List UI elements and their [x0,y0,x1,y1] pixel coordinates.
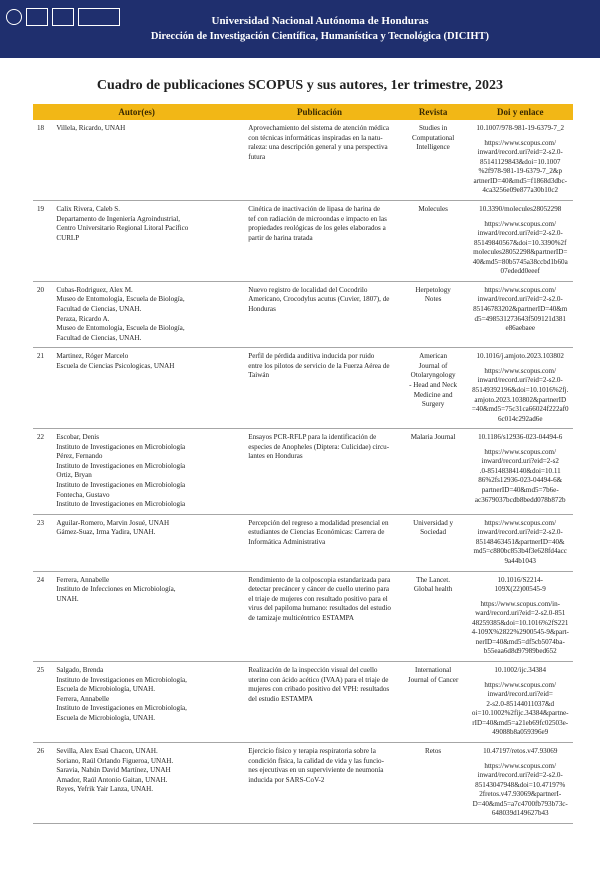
row-number: 18 [33,120,53,200]
authors-cell [53,429,240,515]
journal-line: Journal of [418,361,448,370]
scopus-link-line[interactable]: md5=c880bc853b4f3e628fd4acc [473,547,567,556]
scopus-link-line[interactable]: 48259385&doi=10.1016%2fS221 [472,618,569,627]
scopus-link-line[interactable]: inward/record.uri?eid=2-s2.0- [477,771,563,780]
scopus-link-line[interactable]: 85143047948&doi=10.47197% [475,780,566,789]
publication-line: estudiantes de Ciencias Económicas: Carrera de [248,528,385,537]
scopus-link-line[interactable]: .0-85148384140&doi=10.11 [479,466,561,475]
author-line: Facultad de Ciencias, UNAH. [56,305,142,313]
publication-line: condición física, la calidad de vida y las funcio- [248,756,384,765]
publication-line: Informática Administrativa [248,537,326,546]
authors-cell [53,348,240,429]
scopus-link-line[interactable]: 2-s2.0-85144011037&d [486,699,555,708]
doi-text[interactable]: 10.1007/978-981-19-6379-7_2 [476,124,565,132]
row-number: 22 [33,429,53,515]
journal-line: American [419,352,448,361]
doi-link-cell [467,514,573,571]
journal-line: Computational [412,133,455,142]
author-line: Facultad de Ciencias, UNAH. [56,333,142,342]
doi-link-cell [467,281,573,347]
journal-line: Medicine and [413,390,453,399]
publication-line: partir de harina tratada [248,233,313,242]
column-header-doi: Doi y enlace [467,104,573,120]
publication-cell [240,514,398,571]
author-line: Centro Universitario Regional Litoral Pacífico [56,224,189,233]
scopus-link-line[interactable]: https://www.scopus.com/ [484,518,557,527]
scopus-link-line[interactable]: https://www.scopus.com/ [484,761,557,770]
scopus-link-line[interactable]: inward/record.uri?eid=2-s2.0- [477,148,563,157]
publication-line: Percepción del regreso a modalidad presencial en [248,518,389,527]
authors-cell [53,662,240,743]
author-line: Amador, Raúl Antonio Gaitan, UNAH. [56,775,168,784]
publication-cell [240,120,398,200]
publication-line: del estudio ESTAMPA [248,694,313,703]
author-line: Villela, Ricardo, UNAH [56,124,126,132]
author-line: UNAH. [56,594,79,603]
authors-cell [53,120,240,200]
publication-line: mujeres con cribado positivo del VPH: resultados [248,685,390,694]
authors-cell [53,281,240,347]
table-row [33,200,573,281]
row-number: 25 [33,662,53,743]
publication-line: inducida por SARS-CoV-2 [248,775,325,784]
publication-line: Perfil de pérdida auditiva inducida por ruido [248,352,375,361]
author-line: Museo de Entomología, Escuela de Biología, [56,295,185,304]
document-title: Cuadro de publicaciones SCOPUS y sus autores, 1er trimestre, 2023 [96,78,504,93]
publication-cell [240,571,398,662]
author-line: Museo de Entomología, Escuela de Biología, [56,324,185,333]
row-number: 19 [33,200,53,281]
scopus-link-line[interactable]: nerID=40&md5=df5cb5074ba- [475,637,565,646]
journal-line: International [414,666,452,674]
scopus-link-line[interactable]: https://www.scopus.com/in- [480,599,560,608]
author-line: CURLP [56,233,80,242]
row-number: 20 [33,281,53,347]
journal-cell [399,571,468,662]
author-line: Saravia, Nahún David Martínez, UNAH [56,766,171,775]
scopus-link-line[interactable]: 6c014c292ad6e [497,414,543,423]
doi-text[interactable]: 10.47197/retos.v47.93069 [483,746,558,755]
scopus-link-line[interactable]: https://www.scopus.com/ [484,138,557,147]
doi-link-cell [467,742,573,823]
journal-line: Notes [424,295,442,304]
author-line: Instituto de Investigaciones en Microbiología [56,442,186,451]
author-line: Escuela de Microbiología, UNAH. [56,685,156,694]
scopus-link-line[interactable]: https://www.scopus.com/ [484,680,557,689]
doi-text[interactable]: 10.1016/S2214- 109X(22)00545-9 [494,575,546,594]
publication-line: Taiwán [248,371,270,380]
publication-line: Rendimiento de la colposcopia estandarizada para [248,575,391,584]
author-line: Pérez, Fernando [56,452,103,461]
author-line: Peraza, Ricardo A. [56,314,110,323]
scopus-link-line[interactable]: https://www.scopus.com/ [484,285,557,294]
scopus-link-line[interactable]: 85146783202&partnerID=40&m [473,305,568,313]
author-line: Reyes, Yefrik Yair Lanza, UNAH. [56,785,154,794]
row-number: 21 [33,348,53,429]
scopus-link-line[interactable]: 85141129843&doi=10.1007 [480,157,561,166]
scopus-link-line[interactable]: artnerID=40&md5=f1868d3dbc- [473,176,567,185]
doi-link-cell [467,200,573,281]
doi-text[interactable]: 10.3390/molecules28052298 [479,204,562,213]
scopus-link-line[interactable]: 4ca3256e09e877a30b10c2 [482,186,559,195]
author-line: Ortiz, Bryan [56,471,92,480]
scopus-link-line[interactable]: 9a44b1043 [504,556,536,565]
scopus-link-line[interactable]: e86aebaee [505,324,535,333]
journal-line: Malaria Journal [410,433,456,442]
journal-line: The Lancet. [416,575,451,584]
journal-line: Retos [425,746,442,755]
journal-line: Otolaryngology [410,371,456,380]
author-line: Cubas-Rodriguez, Alex M. [56,285,133,294]
publication-line: Nuevo registro de localidad del Cocodrilo [248,285,368,294]
publication-line: Americano, Crocodylus acutus (Cuvier, 1807), de [248,295,390,304]
author-line: Instituto de Investigaciones en Microbiología, [56,675,187,684]
scopus-link-line[interactable]: =40&md5=75c31ca66024f222af0 [471,405,569,414]
journal-line: Intelligence [416,143,450,152]
column-header-publication: Publicación [240,104,398,120]
scopus-link-line[interactable]: partnerID=40&md5=7b6e- [481,486,559,494]
publication-line: con técnicas informáticas inspiradas en la natu- [248,133,383,142]
column-header-authors: Autor(es) [33,104,240,120]
journal-line: Journal of Cancer [407,675,459,684]
journal-cell [399,514,468,571]
author-line: Sevilla, Alex Esaú Chacon, UNAH. [56,746,158,755]
scopus-link-line[interactable]: 2fretos.v47.93069&partnerI- [479,790,562,799]
scopus-link-line[interactable]: 85149840567&doi=10.3390%2f [473,238,567,247]
author-line: Ferrera, Annabelle [56,694,110,703]
publication-cell [240,348,398,429]
scopus-link-line[interactable]: inward/record.uri?eid=2-s2 [481,457,559,466]
publications-table [33,104,573,824]
publication-line: raleza: una descripción general y una perspectiva [248,143,388,152]
publication-line: Realización de la inspección visual del cuello [248,666,378,674]
scopus-link-line[interactable]: inward/record.uri?eid=2-s2.0- [477,229,563,238]
author-line: Instituto de Investigaciones en Microbiologia [56,500,186,509]
table-row [33,429,573,515]
author-line: Aguilar-Romero, Marvin Josué, UNAH [56,518,170,527]
scopus-link-line[interactable]: 85148463451&partnerID=40& [475,537,565,546]
publication-line: nes ejecutivas en un superviviente de neumonía [248,766,384,775]
publication-cell [240,662,398,743]
journal-line: Studies in [419,124,448,132]
author-line: Departamento de Ingeniería Agroindustrial, [56,214,181,223]
authors-cell [53,742,240,823]
row-number: 24 [33,571,53,662]
journal-cell [399,120,468,200]
journal-cell [399,742,468,823]
publication-line: Ensayos PCR-RFLP para la identificación de [248,433,377,442]
journal-line: Global health [413,585,453,594]
authors-cell [53,514,240,571]
author-line: Instituto de Investigaciones en Microbiología [56,461,186,470]
journal-line: Molecules [418,204,448,213]
table-header-row [33,104,573,120]
author-line: Martinez, Róger Marcelo [56,352,129,361]
author-line: Calix Rivera, Caleb S. [56,204,120,213]
author-line: Escuela de Microbiología, UNAH. [56,713,156,722]
row-number: 23 [33,514,53,571]
table-row [33,281,573,347]
table-row [33,662,573,743]
scopus-link-line[interactable]: https://www.scopus.com/ [484,447,557,456]
journal-cell [399,429,468,515]
journal-line: Universidad y [413,518,454,527]
author-line: Salgado, Brenda [56,666,104,674]
publication-cell [240,281,398,347]
journal-cell [399,348,468,429]
scopus-link-line[interactable]: ward/record.uri?eid=2-s2.0-851 [475,609,566,618]
publication-line: Cinética de inactivación de lipasa de harina de [248,204,381,213]
publication-line: futura [248,152,266,161]
scopus-link-line[interactable]: 49088b8a059396e9 [492,728,549,737]
scopus-link-line[interactable]: d5=498531273643f509121d381 [474,314,566,323]
authors-cell [53,200,240,281]
scopus-link-line[interactable]: inward/record.uri?eid= [487,690,553,699]
journal-cell [399,200,468,281]
author-line: Escuela de Ciencias Psicologicas, UNAH [56,361,175,370]
scopus-link-line[interactable]: https://www.scopus.com/ [484,219,557,228]
authors-cell [53,571,240,662]
doi-link-cell [467,662,573,743]
doi-text[interactable]: 10.1186/s12936-023-04494-6 [478,433,563,442]
scopus-link-line[interactable]: 07ededd0eeef [500,267,540,276]
publication-line: Aprovechamiento del sistema de atención médica [248,124,390,132]
scopus-link-line[interactable]: 40&md5=80b5745a38ccbd1b60a [472,257,568,266]
author-line: Fontecha, Gustavo [56,490,110,499]
publication-line: Ejercicio físico y terapia respiratoria sobre la [248,746,376,755]
publication-cell [240,200,398,281]
scopus-link-line[interactable]: inward/record.uri?eid=2-s2.0- [477,528,563,537]
publication-line: propiedades reológicas de los geles elaborados a [248,224,386,233]
doi-text[interactable]: 10.1002/ijc.34384 [494,666,547,674]
header-title: Universidad Nacional Autónoma de Honduras [211,15,429,27]
publication-line: entre los pilotos de servicio de la Fuerza Aérea de [248,361,390,370]
author-line: Instituto de Infecciones en Microbiología, [56,585,176,594]
table-row [33,348,573,429]
scopus-link-line[interactable]: https://www.scopus.com/ [484,366,557,375]
table-row [33,742,573,823]
publication-line: especies de Anopheles (Diptera: Culicidae) circu- [248,442,390,451]
publication-line: el triaje de mujeres con resultado positivo para el [248,594,388,603]
scopus-link-line[interactable]: rID=40&md5=a21eb69fc02503e- [472,718,569,727]
scopus-link-line[interactable]: molecules28052298&partnerID= [473,248,568,257]
publication-line: virus del papiloma humano: resultados del estudio [248,604,391,613]
doi-link-cell [467,348,573,429]
doi-link-cell [467,120,573,200]
table-row [33,514,573,571]
author-line: Escobar, Denis [56,433,100,442]
doi-link-cell [467,571,573,662]
header-banner [0,0,600,58]
author-line: Instituto de Investigaciones en Microbiología, [56,704,187,713]
publication-line: Honduras [248,305,276,313]
scopus-link-line[interactable]: oi=10.1002%2fijc.34384&partne- [471,709,569,718]
table-row [33,571,573,662]
scopus-link-line[interactable]: %2f978-981-19-6379-7_2&p [478,167,562,176]
publication-cell [240,742,398,823]
author-line: Gámez-Suaz, Irma Yadira, UNAH. [56,528,156,537]
column-header-journal: Revista [399,104,468,120]
scopus-link-line[interactable]: ac3679037bcdb8bedd078b872b [474,495,566,504]
author-line: Ferrera, Annabelle [56,575,110,584]
author-line: Soriano, Raúl Orlando Figueroa, UNAH. [56,756,174,765]
publication-line: de tamizaje multicéntrico ESTAMPA [248,613,355,622]
journal-cell [399,281,468,347]
author-line: Instituto de Investigaciones en Microbiología [56,481,186,489]
publication-line: lantes en Honduras [248,452,303,461]
scopus-link-line[interactable]: inward/record.uri?eid=2-s2.0- [477,295,563,304]
publication-line: detectar precáncer y cáncer de cuello uterino para [248,585,390,594]
doi-link-cell [467,429,573,515]
journal-line: Surgery [421,400,445,409]
journal-line: Herpetology [415,285,451,294]
table-row [33,120,573,200]
publication-line: uterino con ácido acético (IVAA) para el triaje de [248,675,389,684]
publication-cell [240,429,398,515]
scopus-link-line[interactable]: b55eaa6d8d97989bed652 [483,647,557,656]
publication-line: tef con radiación de microondas e impacto en las [248,214,387,223]
scopus-link-line[interactable]: amjoto.2023.103802&partnerID [474,395,567,404]
scopus-link-line[interactable]: 85149392196&doi=10.1016%2fj. [472,385,569,394]
row-number: 26 [33,742,53,823]
journal-cell [399,662,468,743]
scopus-link-line[interactable]: inward/record.uri?eid=2-s2.0- [477,376,563,385]
scopus-link-line[interactable]: D=40&md5=a7c4700fb793b73c- [472,799,568,808]
doi-text[interactable]: 10.1016/j.amjoto.2023.103802 [476,352,564,361]
scopus-link-line[interactable]: 4-109X%2822%2900545-9&part- [471,628,569,637]
journal-line: Sociedad [420,528,447,537]
scopus-link-line[interactable]: 86%2fs12936-023-04494-6& [478,476,563,485]
journal-line: - Head and Neck [409,380,458,389]
scopus-link-line[interactable]: 648039d149627b43 [491,809,549,818]
header-subtitle: Dirección de Investigación Científica, Humanística y Tecnológica (DICIHT) [150,31,490,42]
